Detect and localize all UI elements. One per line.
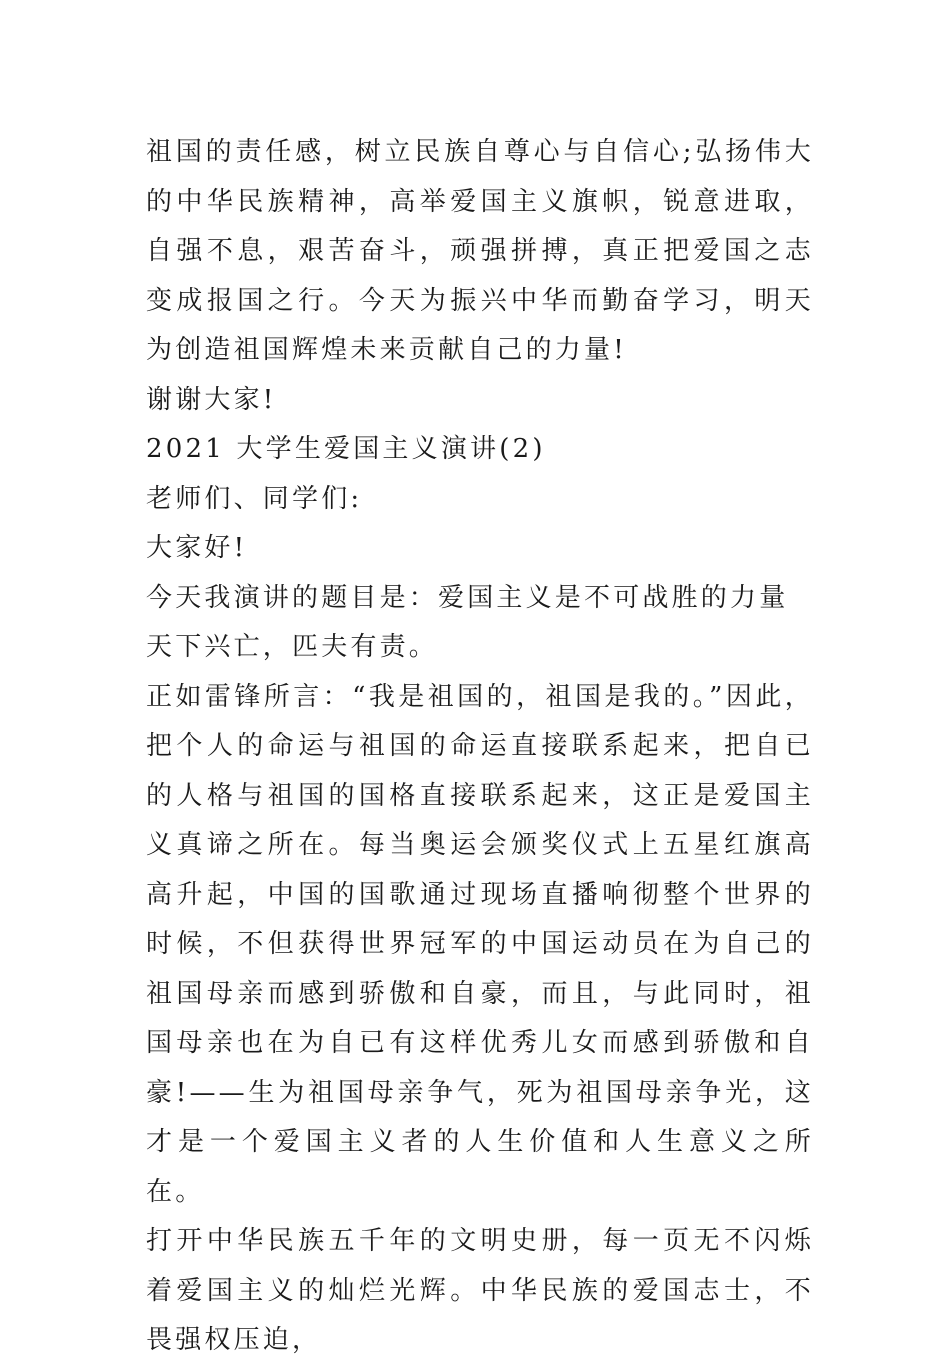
paragraph-salutation: 老师们、同学们: [146, 483, 363, 514]
paragraph-body-history: 打开中华民族五千年的文明史册，每一页无不闪烁着爱国主义的灿烂光辉。中华民族的爱国志士，不畏强权压迫， [146, 1226, 814, 1355]
paragraph-thanks: 谢谢大家! [146, 384, 277, 415]
paragraph-closing-remarks: 祖国的责任感，树立民族自尊心与自信心;弘扬伟大的中华民族精神，高举爱国主义旗帜，锐意进取，自强不息，艰苦奋斗，顽强拼搏，真正把爱国之志变成报国之行。今天为振兴中华而勤奋学习，明天为创造祖国辉煌未来贡献自己的力量! [146, 137, 814, 365]
paragraph-proverb: 天下兴亡，匹夫有责。 [146, 632, 439, 662]
paragraph-greeting: 大家好! [146, 533, 248, 563]
paragraph-body-leifeng: 正如雷锋所言：“我是祖国的，祖国是我的。”因此，把个人的命运与祖国的命运直接联系起来，把自已的人格与祖国的国格直接联系起来，这正是爱国主义真谛之所在。每当奥运会颁奖仪式上五星红旗高高升起，中国的国歌通过现场直播响彻整个世界的时候，不但获得世界冠军的中国运动员在为自己的祖国母亲而感到骄傲和自豪，而且，与此同时，祖国母亲也在为自已有这样优秀儿女而感到骄傲和自豪!——生为祖国母亲争气，死为祖国母亲争光，这才是一个爱国主义者的人生价值和人生意义之所在。 [146, 681, 814, 1207]
paragraph-topic: 今天我演讲的题目是：爱国主义是不可战胜的力量 [146, 582, 789, 613]
document-body [146, 128, 814, 1366]
section-heading: 2021 大学生爱国主义演讲(2) [146, 434, 546, 464]
